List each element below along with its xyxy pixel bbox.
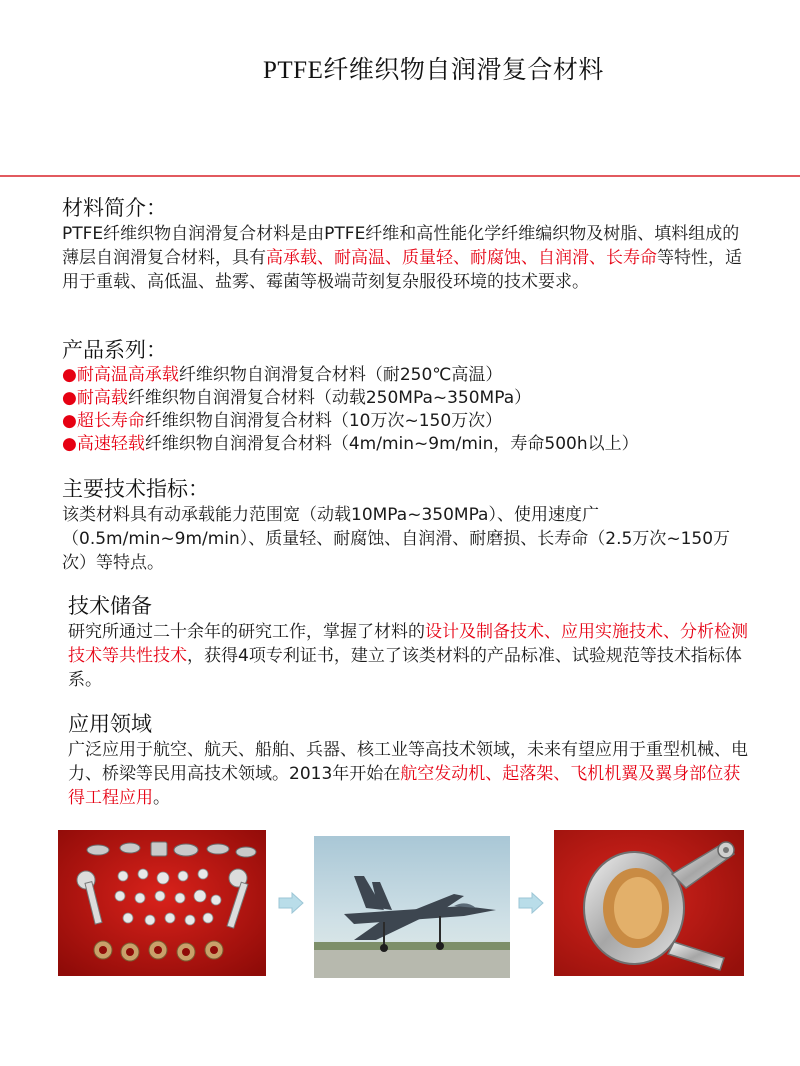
products-heading: 产品系列： bbox=[62, 338, 167, 362]
bullet-dot: ● bbox=[62, 434, 77, 454]
product-highlight: 高速轻载 bbox=[76, 434, 145, 454]
product-text: 纤维织物自润滑复合材料（耐250℃高温） bbox=[178, 365, 503, 385]
product-highlight: 耐高载 bbox=[76, 388, 128, 408]
product-text: 纤维织物自润滑复合材料（10万次~150万次） bbox=[144, 411, 503, 431]
intro-text-2: 等特性，适用于重载、高低温、盐雾、霉菌等极端苛刻复杂服役环境的技术要求。 bbox=[62, 248, 742, 292]
apps-highlight: 航空发动机、起落架、飞机机翼及翼身部位获得工程应用 bbox=[68, 764, 741, 808]
product-text: 纤维织物自润滑复合材料（动载250MPa~350MPa） bbox=[127, 388, 532, 408]
apps-heading: 应用领域 bbox=[68, 712, 152, 736]
tech-text-1: 研究所通过二十余年的研究工作，掌握了材料的 bbox=[68, 622, 425, 642]
specs-heading: 主要技术指标： bbox=[62, 477, 209, 501]
page-title: PTFE纤维织物自润滑复合材料 bbox=[263, 57, 604, 84]
products-list bbox=[62, 364, 742, 456]
list-item bbox=[62, 433, 742, 456]
tech-paragraph bbox=[68, 620, 748, 692]
section-products bbox=[62, 336, 742, 456]
bearing-parts-photo bbox=[58, 830, 266, 976]
product-highlight: 超长寿命 bbox=[76, 411, 145, 431]
section-tech bbox=[68, 592, 748, 692]
specs-paragraph: 该类材料具有动承载能力范围宽（动载10MPa~350MPa）、使用速度广（0.5m/min~9m/min）、质量轻、耐腐蚀、自润滑、耐磨损、长寿命（2.5万次~150万次）等特点。 bbox=[62, 505, 731, 573]
rod-end-joint-illustration bbox=[554, 830, 744, 976]
arrow-right-icon bbox=[518, 892, 544, 914]
section-apps bbox=[68, 710, 748, 810]
bullet-dot: ● bbox=[62, 411, 77, 431]
tech-heading: 技术储备 bbox=[68, 594, 152, 618]
tech-highlight: 设计及制备技术、应用实施技术、分析检测技术等共性技术 bbox=[68, 622, 748, 666]
section-specs bbox=[62, 475, 742, 575]
list-item bbox=[62, 364, 742, 387]
intro-text-1: PTFE纤维织物自润滑复合材料是由PTFE纤维和高性能化学纤维编织物及树脂、填料组成的薄层自润滑复合材料，具有 bbox=[62, 224, 740, 268]
header-divider bbox=[0, 175, 800, 177]
bullet-dot: ● bbox=[62, 365, 77, 385]
arrow-right-icon bbox=[278, 892, 304, 914]
tech-text-2: ，获得4项专利证书，建立了该类材料的产品标准、试验规范等技术指标体系。 bbox=[68, 646, 742, 690]
bearing-parts-illustration bbox=[58, 830, 266, 976]
fighter-jet-illustration bbox=[314, 836, 510, 978]
rod-end-joint-photo bbox=[554, 830, 744, 976]
bullet-dot: ● bbox=[62, 388, 77, 408]
list-item bbox=[62, 410, 742, 433]
product-text: 纤维织物自润滑复合材料（4m/min~9m/min，寿命500h以上） bbox=[144, 434, 639, 454]
intro-highlight: 高承载、耐高温、质量轻、耐腐蚀、自润滑、长寿命 bbox=[266, 248, 657, 268]
apps-paragraph bbox=[68, 738, 748, 810]
intro-heading: 材料简介： bbox=[62, 196, 167, 220]
section-intro bbox=[62, 194, 742, 294]
list-item bbox=[62, 387, 742, 410]
fighter-jet-photo bbox=[314, 836, 510, 978]
intro-paragraph bbox=[62, 222, 742, 294]
product-highlight: 耐高温高承载 bbox=[76, 365, 179, 385]
apps-text-1: 广泛应用于航空、航天、船舶、兵器、核工业等高技术领域，未来有望应用于重型机械、电力、桥梁等民用高技术领域。2013年开始在 bbox=[68, 740, 748, 784]
apps-text-2: 。 bbox=[153, 788, 170, 808]
